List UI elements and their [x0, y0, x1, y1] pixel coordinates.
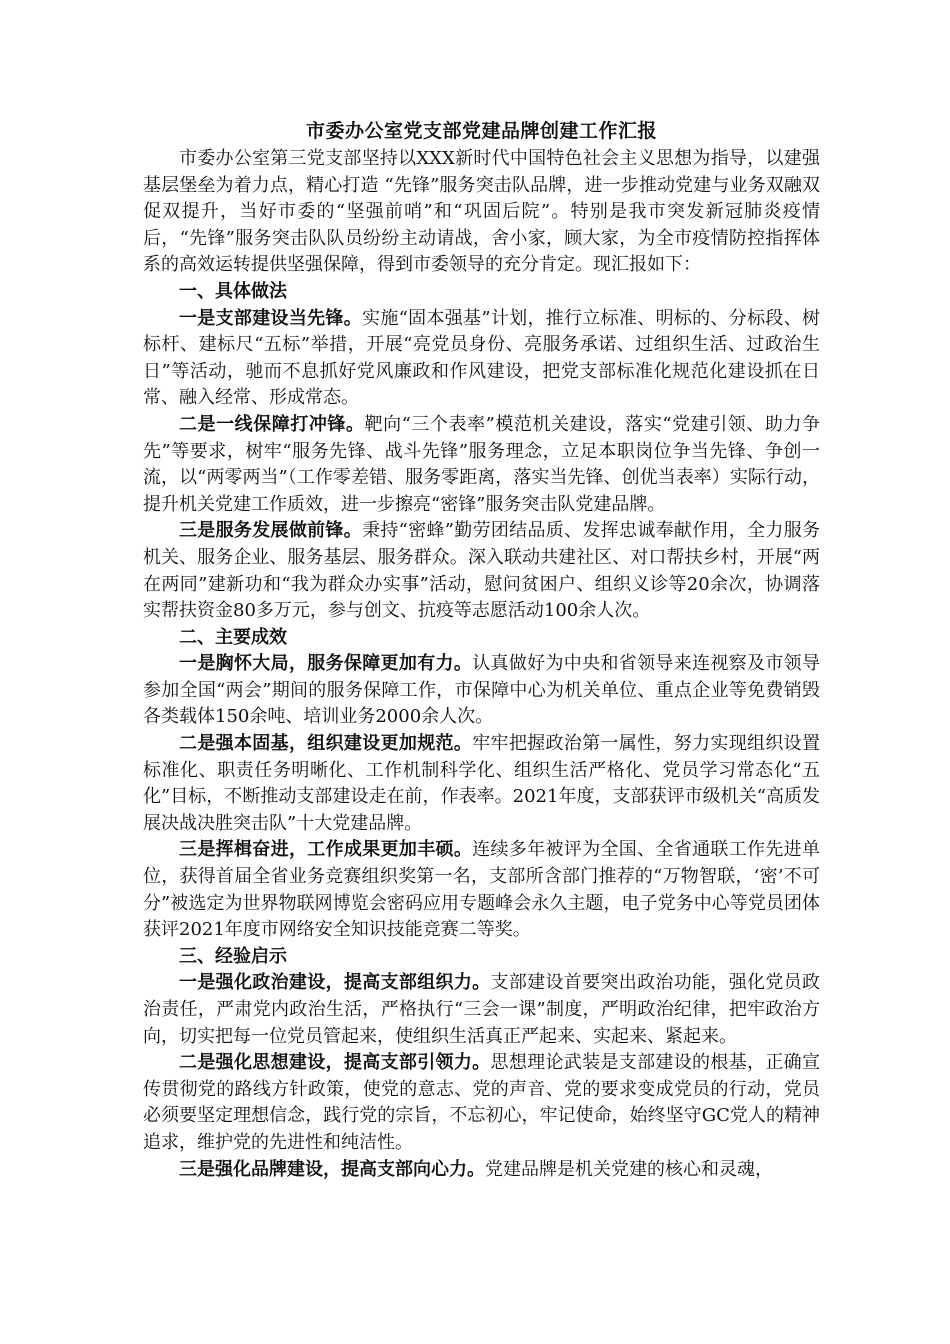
document-page — [143, 118, 820, 1183]
paragraph-lead: 二是一线保障打冲锋。 — [179, 413, 365, 435]
body-paragraph — [143, 306, 820, 412]
section-heading: 二、主要成效 — [179, 626, 287, 648]
body-paragraph — [143, 412, 820, 518]
body-paragraph — [143, 1157, 820, 1184]
body-paragraph — [143, 518, 820, 624]
paragraph-text: 靶向“三个表率”模范机关建设，落实“党建引领、助力争先”等要求，树牢“服务先锋、战斗先锋”服务理念，立足本职岗位争当先锋、争创一流，以“两零两当”（工作零差错、服务零距离，落实当先锋、创优当表率）实际行动，提升机关党建工作质效，进一步擦亮“密锋”服务突击队党建品牌。 — [143, 413, 821, 515]
body-paragraph — [143, 651, 820, 731]
paragraph-text: 秉持“密蜂”勤劳团结品质、发挥忠诚奉献作用，全力服务机关、服务企业、服务基层、服务群众。深入联动共建社区、对口帮扶乡村，开展“两在两同”建新功和“我为群众办实事”活动，慰问贫困户、组织义诊等20余次，协调落实帮扶资金80多万元，参与创文、抗疫等志愿活动100余人次。 — [143, 520, 820, 622]
body-paragraph — [143, 970, 820, 1050]
paragraph-lead: 三是强化品牌建设，提高支部向心力。 — [179, 1158, 485, 1180]
section-heading: 一、具体做法 — [179, 280, 287, 302]
body-paragraph — [143, 731, 820, 837]
paragraph-text: 认真做好为中央和省领导来连视察及市领导参加全国“两会”期间的服务保障工作，市保障中心为机关单位、重点企业等免费销毁各类载体150余吨、培训业务2000余人次。 — [143, 653, 821, 728]
body-paragraph — [143, 1050, 820, 1156]
paragraph-lead: 二是强化思想建设，提高支部引领力。 — [179, 1052, 491, 1074]
paragraph-lead: 一是强化政治建设，提高支部组织力。 — [179, 972, 491, 994]
paragraph-lead: 一是胸怀大局，服务保障更加有力。 — [179, 653, 473, 675]
paragraph-lead: 三是挥楫奋进，工作成果更加丰硕。 — [179, 839, 473, 861]
paragraph-text: 支部建设首要突出政治功能，强化党员政治责任，严肃党内政治生活，严格执行“三会一课”制度，严明政治纪律，把牢政治方向，切实把每一位党员管起来，使组织生活真正严起来、实起来、紧起来。 — [143, 972, 820, 1047]
paragraph-text: 牢牢把握政治第一属性，努力实现组织设置标准化、职责任务明晰化、工作机制科学化、组织生活严格化、党员学习常态化“五化”目标，不断推动支部建设走在前，作表率。2021年度，支部获评市级机关“高质发展决战决胜突击队”十大党建品牌。 — [143, 733, 821, 834]
paragraph-text: 连续多年被评为全国、全省通联工作先进单位，获得首届全省业务竞赛组织奖第一名，支部所含部门推荐的“万物智联，‘密’不可分”被选定为世界物联网博览会密码应用专题峰会永久主题，电子党务中心等党员团体获评2021年度市网络安全知识技能竞赛二等奖。 — [143, 839, 821, 941]
paragraph-text: 思想理论武装是支部建设的根基，正确宣传贯彻党的路线方针政策，使党的意志、党的声音、党的要求变成党员的行动，党员必须要坚定理想信念，践行党的宗旨，不忘初心，牢记使命，始终坚守GC党人的精神追求，维护党的先进性和纯洁性。 — [143, 1052, 820, 1153]
section-heading: 三、经验启示 — [179, 945, 287, 967]
body-paragraph — [143, 837, 820, 943]
paragraph-lead: 一是支部建设当先锋。 — [179, 307, 363, 329]
paragraph-lead: 二是强本固基，组织建设更加规范。 — [179, 733, 473, 755]
paragraph-lead: 三是服务发展做前锋。 — [179, 520, 363, 542]
paragraph-text: 党建品牌是机关党建的核心和灵魂， — [485, 1158, 773, 1180]
document-title: 市委办公室党支部党建品牌创建工作汇报 — [305, 120, 657, 142]
intro-paragraph: 市委办公室第三党支部坚持以XXX新时代中国特色社会主义思想为指导，以建强基层堡垒为着力点，精心打造 “先锋”服务突击队品牌，进一步推动党建与业务双融双促双提升，当好市委的“坚强前哨”和“巩固后院”。特别是我市突发新冠肺炎疫情后，“先锋”服务突击队队员纷纷主动请战，舍小家，顾大家，为全市疫情防控指挥体系的高效运转提供坚强保障，得到市委领导的充分肯定。现汇报如下： — [143, 148, 820, 276]
paragraph-text: 实施“固本强基”计划，推行立标准、明标的、分标段、树标杆、建标尺“五标”举措，开展“亮党员身份、亮服务承诺、过组织生活、过政治生日”等活动，驰而不息抓好党风廉政和作风建设，把党支部标准化规范化建设抓在日常、融入经常、形成常态。 — [143, 307, 820, 409]
